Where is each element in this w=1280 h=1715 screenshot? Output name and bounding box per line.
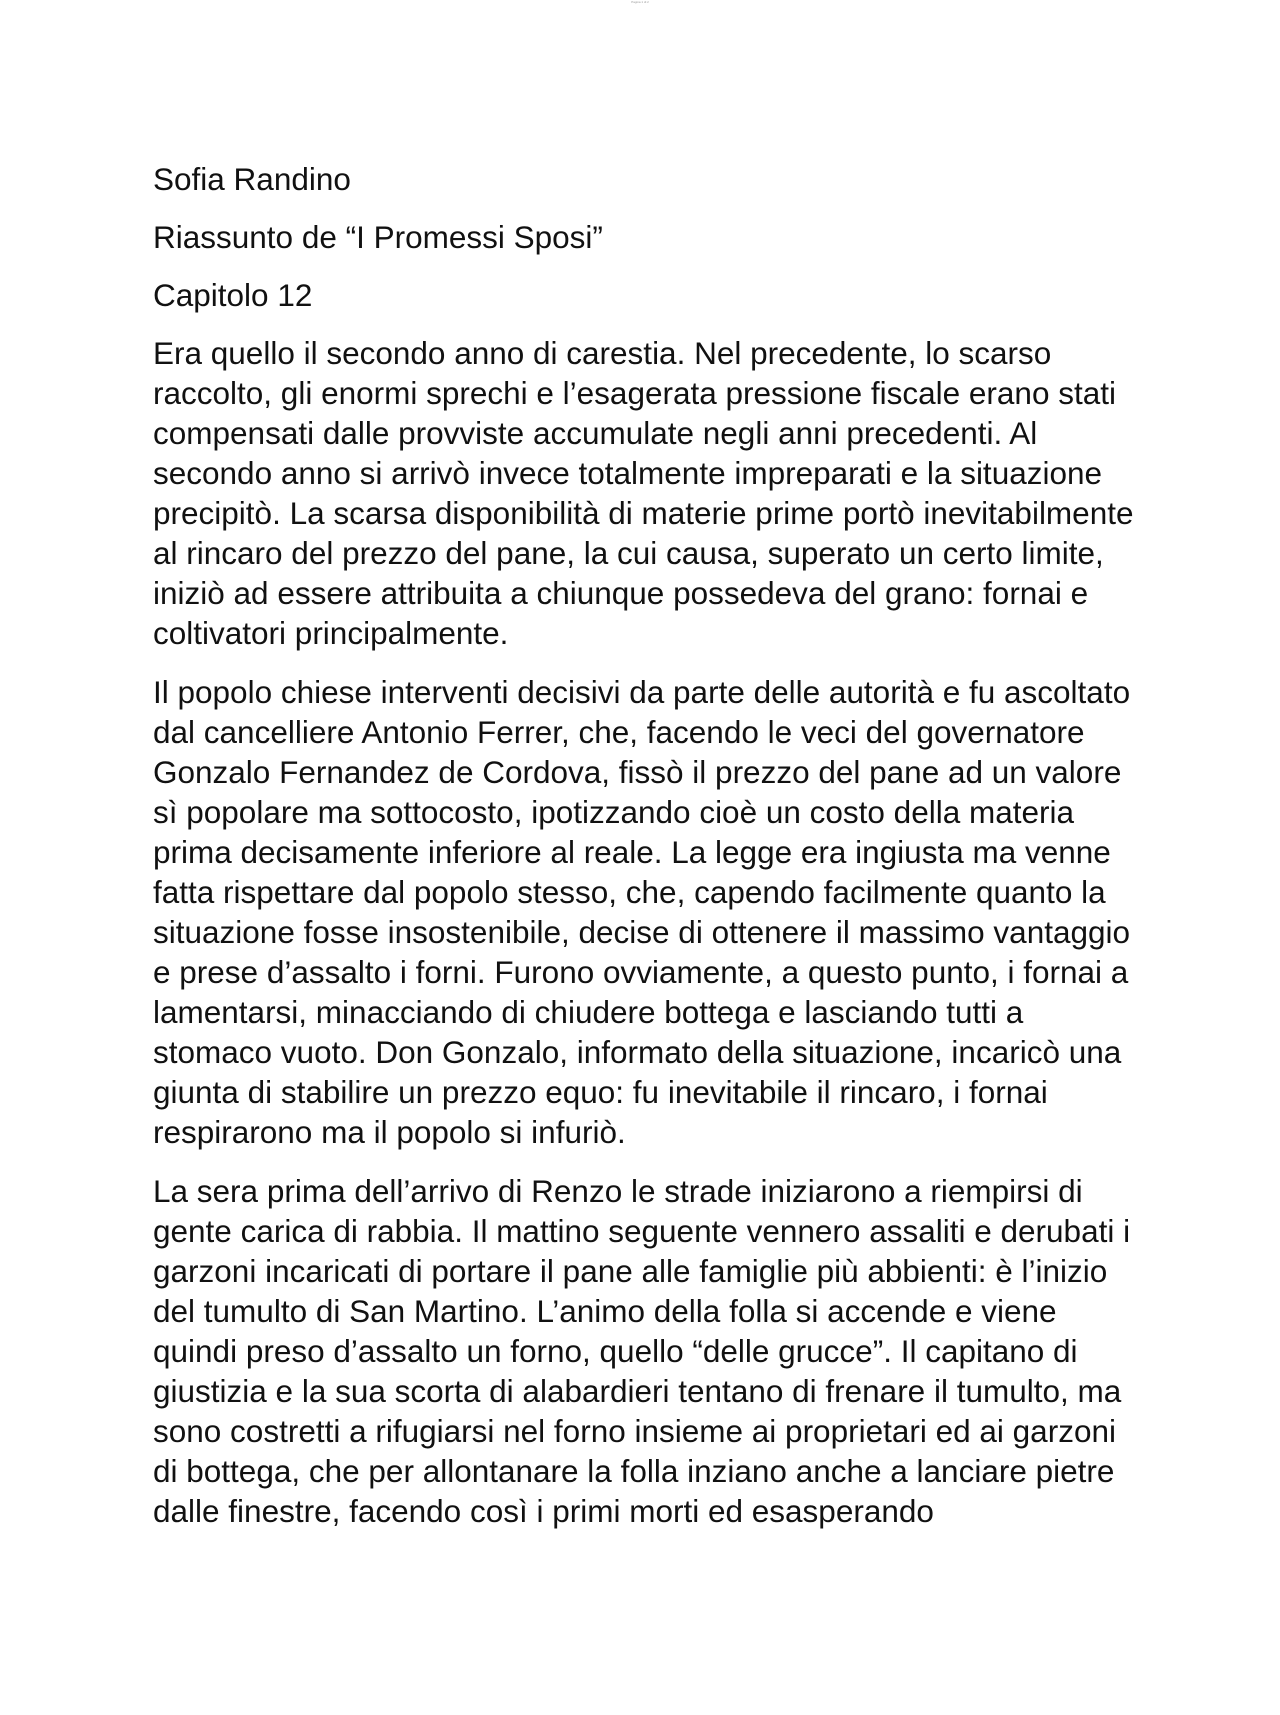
document-body <box>153 159 1143 1550</box>
paragraph-2: Il popolo chiese interventi decisivi da parte delle autorità e fu ascoltato dal cancelliere Antonio Ferrer, che, facendo le veci del governatore Gonzalo Fernandez de Cordova, fissò il prezzo del pane ad un valore sì popolare ma sottocosto, ipotizzando cioè un costo della materia prima decisamente inferiore al reale. La legge era ingiusta ma venne fatta rispettare dal popolo stesso, che, capendo facilmente quanto la situazione fosse insostenibile, decise di ottenere il massimo vantaggio e prese d’assalto i forni. Furono ovviamente, a questo punto, i fornai a lamentarsi, minacciando di chiudere bottega e lasciando tutti a stomaco vuoto. Don Gonzalo, informato della situazione, incaricò una giunta di stabilire un prezzo equo: fu inevitabile il rincaro, i fornai respirarono ma il popolo si infuriò. <box>153 674 1131 1150</box>
page-header-mark: Pagina 1 di 2 <box>631 0 649 4</box>
document-title: Riassunto de “I Promessi Sposi” <box>153 219 603 255</box>
paragraph-3: La sera prima dell’arrivo di Renzo le strade iniziarono a riempirsi di gente carica di rabbia. Il mattino seguente vennero assaliti e derubati i garzoni incaricati di portare il pane alle famiglie più abbienti: è l’inizio del tumulto di San Martino. L’animo della folla si accende e viene quindi preso d’assalto un forno, quello “delle grucce”. Il capitano di giustizia e la sua scorta di alabardieri tentano di frenare il tumulto, ma sono costretti a rifugiarsi nel forno insieme ai proprietari ed ai garzoni di bottega, che per allontanare la folla inziano anche a lanciare pietre dalle finestre, facendo così i primi morti ed esasperando <box>153 1173 1131 1529</box>
chapter-heading: Capitolo 12 <box>153 277 313 313</box>
author-name: Sofia Randino <box>153 161 351 197</box>
paragraph-1: Era quello il secondo anno di carestia. Nel precedente, lo scarso raccolto, gli enormi sprechi e l’esagerata pressione fiscale erano stati compensati dalle provviste accumulate negli anni precedenti. Al secondo anno si arrivò invece totalmente impreparati e la situazione precipitò. La scarsa disponibilità di materie prime portò inevitabilmente al rincaro del prezzo del pane, la cui causa, superato un certo limite, iniziò ad essere attribuita a chiunque possedeva del grano: fornai e coltivatori principalmente. <box>153 335 1134 651</box>
